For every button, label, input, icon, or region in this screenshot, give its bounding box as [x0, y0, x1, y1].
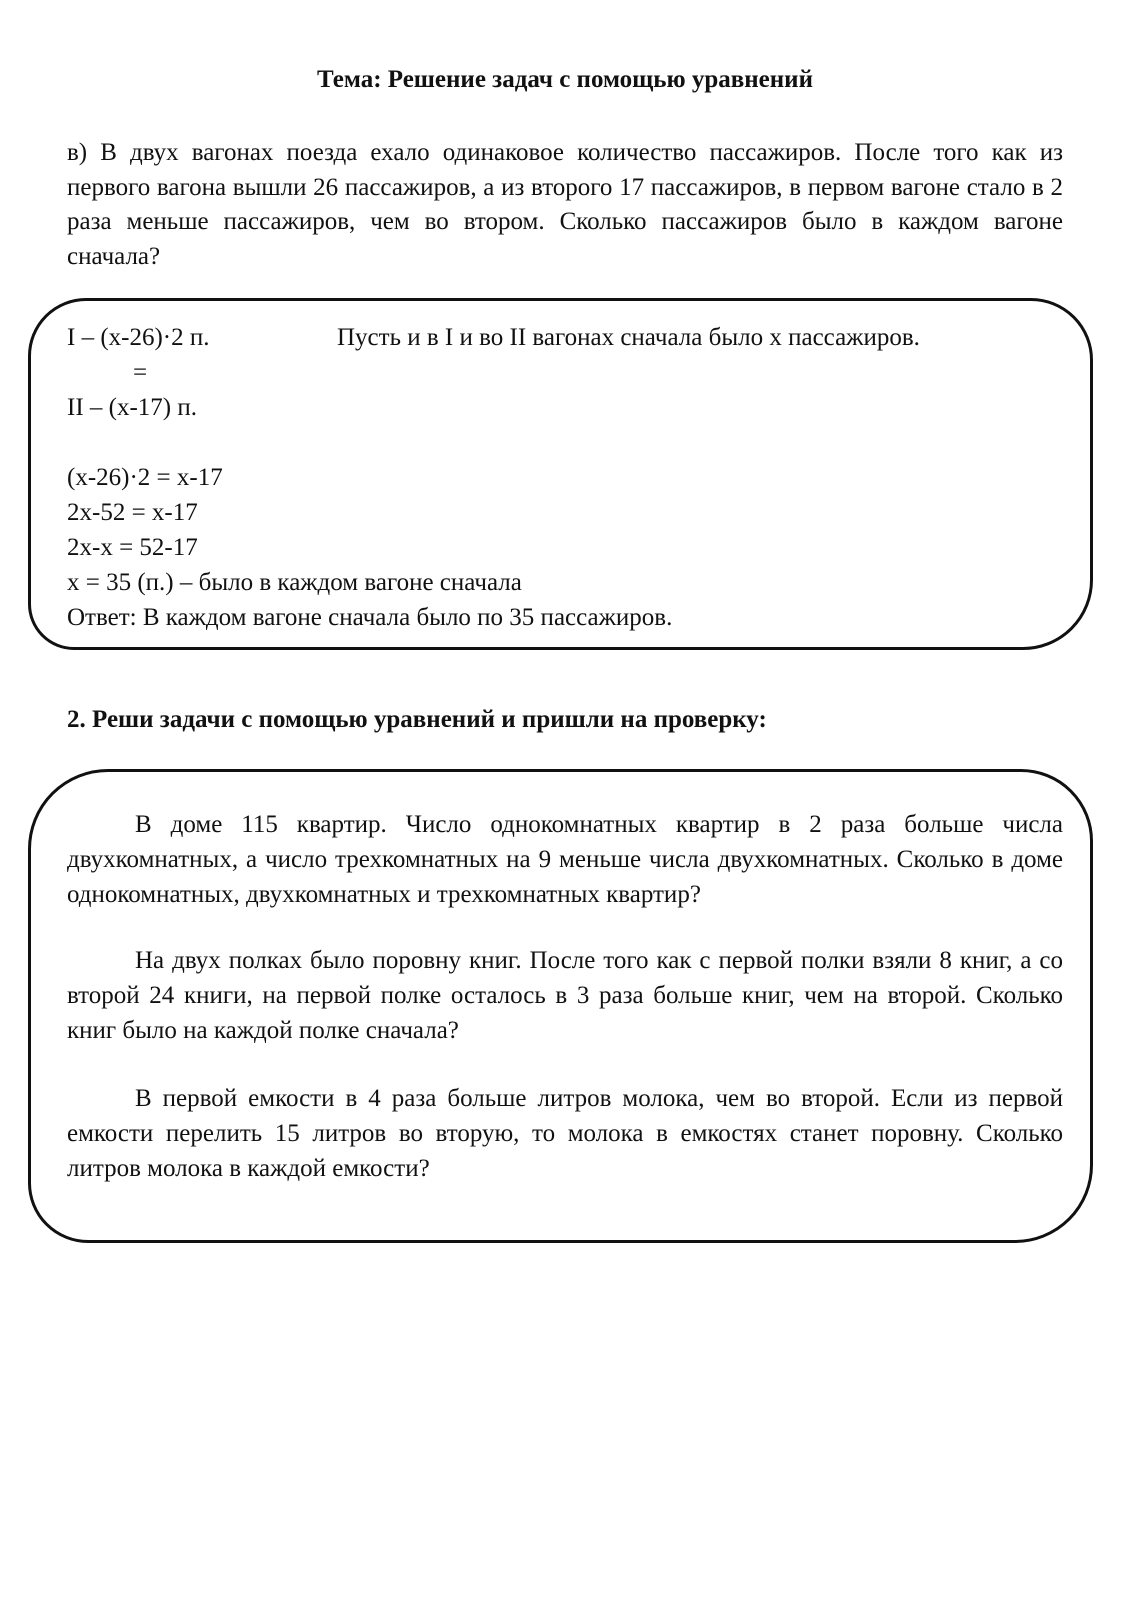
solution-equation-3: 2x-x = 52-17 [67, 534, 198, 561]
solution-answer: Ответ: В каждом вагоне сначала было по 35 пассажиров. [67, 604, 673, 631]
solution-line-second-car: II – (x-17) п. [67, 394, 198, 421]
page-title: Тема: Решение задач с помощью уравнений [317, 66, 813, 93]
solution-let-statement: Пусть и в I и во II вагонах сначала было x пассажиров. [337, 324, 920, 351]
task-bookshelves: На двух полках было поровну книг. После того как с первой полки взяли 8 книг, а со второй 24 книги, на первой полке осталось в 3 раза больше книг, чем на второй. Сколько книг было на каждой полке сначала? [67, 947, 1063, 1044]
solution-equals-sign: = [133, 359, 148, 386]
solution-equation-4: x = 35 (п.) – было в каждом вагоне сначала [67, 569, 522, 596]
solution-line-first-car: I – (x-26)·2 п. [67, 324, 210, 351]
task-apartments: В доме 115 квартир. Число однокомнатных квартир в 2 раза больше числа двухкомнатных, а число трехкомнатных на 9 меньше числа двухкомнатных. Сколько в доме однокомнатных, двухкомнатных и трехкомнатных квартир? [67, 811, 1063, 908]
solution-equation-2: 2x-52 = x-17 [67, 499, 198, 526]
solution-equation-1: (x-26)·2 = x-17 [67, 464, 223, 491]
example-problem-text: в) В двух вагонах поезда ехало одинаковое количество пассажиров. После того как из первого вагона вышли 26 пассажиров, а из второго 17 пассажиров, в первом вагоне стало в 2 раза меньше пассажиров, чем во втором. Сколько пассажиров было в каждом вагоне сначала? [67, 139, 1063, 270]
task-milk-containers: В первой емкости в 4 раза больше литров молока, чем во второй. Если из первой емкости перелить 15 литров во вторую, то молока в емкостях станет поровну. Сколько литров молока в каждой емкости? [67, 1085, 1063, 1182]
section-heading: 2. Реши задачи с помощью уравнений и пришли на проверку: [67, 706, 767, 733]
